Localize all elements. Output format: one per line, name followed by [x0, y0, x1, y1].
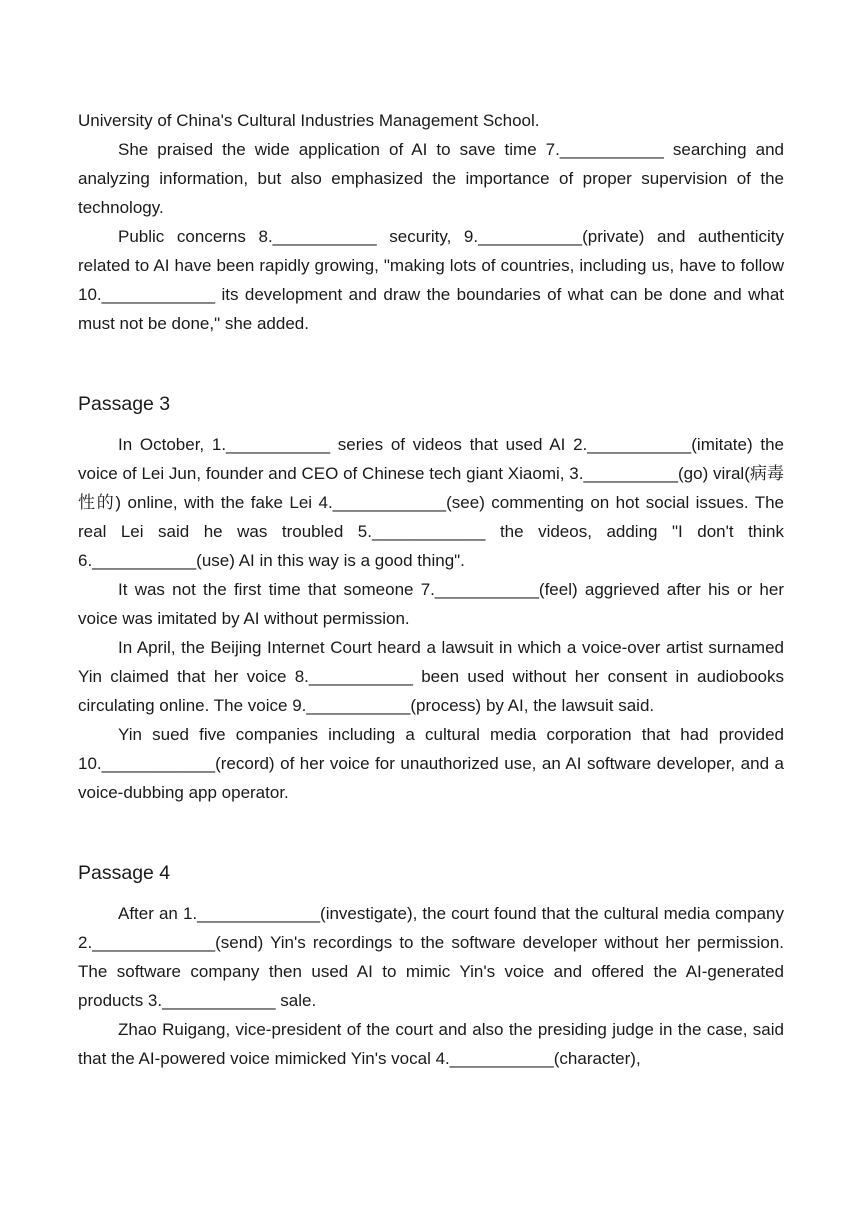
heading-spacer [78, 418, 784, 430]
document-page [78, 106, 784, 1073]
section-spacer [78, 807, 784, 859]
passage4-heading: Passage 4 [78, 862, 171, 884]
heading-spacer [78, 887, 784, 899]
passage4-paragraph-1: After an 1._____________(investigate), the court found that the cultural media company 2._____________(send) Yin's recordings to the software developer without her permission. The software company then used AI to mimic Yin's voice and offered the AI-generated products 3.____________ sale. [78, 904, 784, 1010]
passage3-paragraph-2: It was not the first time that someone 7.___________(feel) aggrieved after his or her voice was imitated by AI without permission. [78, 580, 784, 628]
passage2-paragraph-3: Public concerns 8.___________ security, 9.___________(private) and authenticity related to AI have been rapidly growing, "making lots of countries, including us, have to follow 10.____________ its development and draw the boundaries of what can be done and what must not be done," she added. [78, 227, 784, 333]
section-spacer [78, 338, 784, 390]
passage3-paragraph-4: Yin sued five companies including a cultural media corporation that had provided 10.____________(record) of her voice for unauthorized use, an AI software developer, and a voice-dubbing app operator. [78, 725, 784, 802]
passage2-paragraph-2: She praised the wide application of AI to save time 7.___________ searching and analyzing information, but also emphasized the importance of proper supervision of the technology. [78, 140, 784, 217]
passage3-paragraph-1: In October, 1.___________ series of videos that used AI 2.___________(imitate) the voice of Lei Jun, founder and CEO of Chinese tech giant Xiaomi, 3.__________(go) viral(病毒性的) online, with the fake Lei 4.____________(see) commenting on hot social issues. The real Lei said he was troubled 5.____________ the videos, adding "I don't think 6.___________(use) AI in this way is a good thing". [78, 435, 784, 570]
passage2-paragraph-1: University of China's Cultural Industries Management School. [78, 111, 540, 130]
passage3-heading: Passage 3 [78, 393, 171, 415]
passage3-paragraph-3: In April, the Beijing Internet Court heard a lawsuit in which a voice-over artist surnamed Yin claimed that her voice 8.___________ been used without her consent in audiobooks circulating online. The voice 9.___________(process) by AI, the lawsuit said. [78, 638, 784, 715]
passage4-paragraph-2: Zhao Ruigang, vice-president of the court and also the presiding judge in the case, said that the AI-powered voice mimicked Yin's vocal 4.___________(character), [78, 1020, 784, 1068]
